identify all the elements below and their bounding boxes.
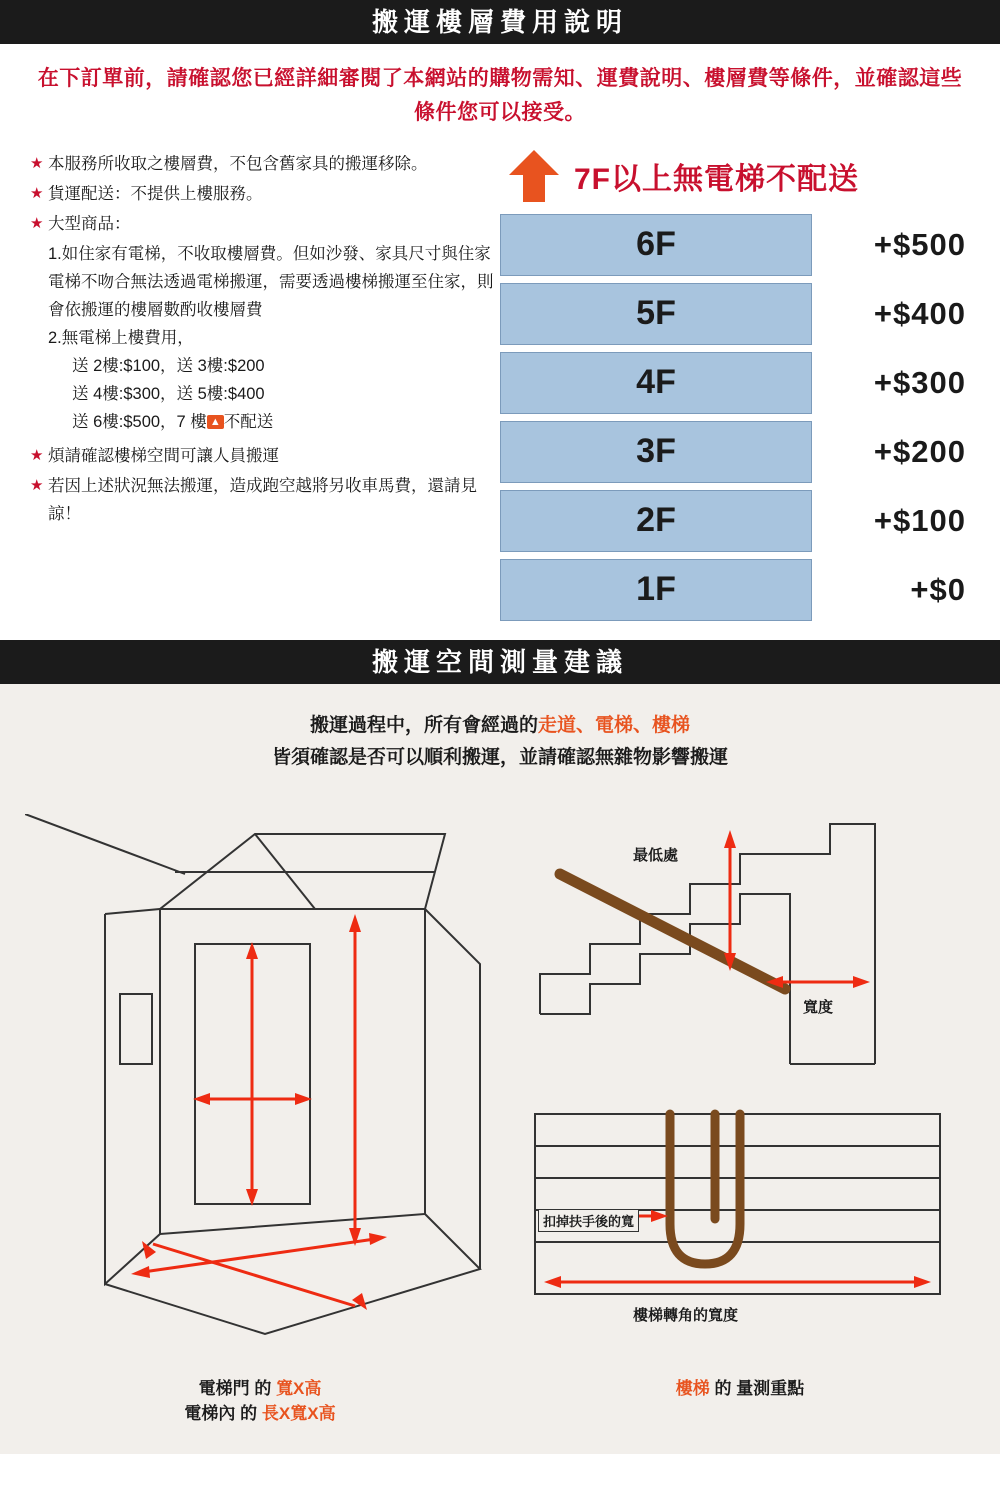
caption-of: 的 — [714, 1379, 732, 1398]
elevator-caption-line2 — [40, 1399, 480, 1424]
note-text: 煩請確認樓梯空間可讓人員搬運 — [48, 447, 279, 465]
elevator-diagram — [25, 814, 495, 1374]
table-row — [500, 557, 980, 622]
section2-intro-line2: 皆須確認是否可以順利搬運，並請確認無雜物影響搬運 — [271, 747, 728, 768]
note-text: 本服務所收取之樓層費，不包含舊家具的搬運移除。 — [48, 155, 428, 173]
fee-line-last-prefix: 送 6樓:$500，7 樓 — [72, 413, 207, 431]
fee-line-last-suffix: 不配送 — [223, 413, 274, 431]
caption-of: 的 — [240, 1404, 258, 1423]
floor-label: 6F — [500, 214, 812, 276]
star-icon: ★ — [30, 215, 44, 232]
stairs-caption — [530, 1374, 950, 1399]
floor-label: 2F — [500, 490, 812, 552]
table-row — [500, 281, 980, 346]
caption-of: 的 — [254, 1379, 272, 1398]
caption-value: 量測重點 — [736, 1379, 805, 1398]
floor-fee-chart — [500, 140, 980, 626]
floor-price: +$300 — [873, 364, 966, 400]
floor-price: +$200 — [873, 433, 966, 469]
corner-width-label: 樓梯轉角的寬度 — [630, 1304, 741, 1325]
no-delivery-text: 7F以上無電梯不配送 — [574, 163, 860, 196]
section2-intro-line1 — [0, 710, 1000, 742]
note-text: 貨運配送：不提供上樓服務。 — [48, 185, 263, 203]
list-item — [30, 150, 500, 178]
caption-term: 電梯門 — [198, 1379, 250, 1398]
intro-prefix: 搬運過程中，所有會經過的 — [309, 715, 538, 736]
section1-body — [0, 140, 1000, 640]
fee-line: 送 2樓:$100，送 3樓:$200 — [72, 357, 265, 375]
caption-term: 電梯內 — [184, 1404, 236, 1423]
elevator-caption-line1 — [40, 1374, 480, 1399]
detail-line: 2.無電梯上樓費用， — [48, 329, 194, 347]
floor-label: 1F — [500, 559, 812, 621]
floor-price: +$100 — [873, 502, 966, 538]
caption-value: 寬X高 — [276, 1379, 322, 1398]
caption-value: 長X寬X高 — [261, 1404, 336, 1423]
warning-triangle-icon: ▲ — [207, 415, 224, 429]
measurement-diagrams — [0, 774, 1000, 1423]
list-item — [30, 472, 500, 528]
floor-label: 4F — [500, 352, 812, 414]
floor-price: +$500 — [873, 226, 966, 262]
list-item — [30, 180, 500, 208]
list-item — [30, 442, 500, 470]
floor-price: +$400 — [873, 295, 966, 331]
star-icon: ★ — [30, 155, 44, 172]
floor-label: 3F — [500, 421, 812, 483]
lowest-point-label: 最低處 — [630, 844, 681, 865]
star-icon: ★ — [30, 447, 44, 464]
star-icon: ★ — [30, 477, 44, 494]
stair-width-label: 寬度 — [800, 996, 836, 1017]
section1-intro: 在下訂單前，請確認您已經詳細審閱了本網站的購物需知、運費說明、樓層費等條件，並確認這些條件您可以接受。 — [37, 67, 963, 124]
section2-body — [0, 684, 1000, 1454]
caption-term: 樓梯 — [675, 1379, 710, 1398]
list-item — [30, 210, 500, 238]
up-arrow-icon — [500, 148, 568, 204]
intro-highlight: 走道、電梯、樓梯 — [538, 715, 691, 736]
fee-notes-list — [30, 150, 500, 530]
table-row — [500, 488, 980, 553]
section2-intro — [0, 684, 1000, 774]
fee-line-last — [72, 408, 500, 436]
floor-price: +$0 — [910, 571, 966, 607]
section2-title: 搬運空間測量建議 — [0, 640, 1000, 684]
table-row — [500, 350, 980, 415]
star-icon: ★ — [30, 185, 44, 202]
floor-label: 5F — [500, 283, 812, 345]
detail-line: 1.如住家有電梯，不收取樓層費。但如沙發、家具尺寸與住家電梯不吻合無法透過電梯搬運，需要透過樓梯搬運至住家，則會依搬運的樓層數酌收樓層費 — [48, 245, 494, 319]
note-text: 大型商品： — [48, 215, 131, 233]
stairs-side-diagram — [530, 814, 950, 1094]
fee-line: 送 4樓:$300，送 5樓:$400 — [72, 385, 265, 403]
table-row — [500, 419, 980, 484]
table-row — [500, 212, 980, 277]
note-text: 若因上述狀況無法搬運，造成跑空越將另收車馬費，還請見諒！ — [48, 477, 477, 523]
handrail-width-label: 扣掉扶手後的寬 — [538, 1209, 639, 1232]
no-delivery-notice — [500, 140, 980, 212]
section1-title: 搬運樓層費用說明 — [0, 0, 1000, 44]
elevator-caption — [40, 1374, 480, 1424]
